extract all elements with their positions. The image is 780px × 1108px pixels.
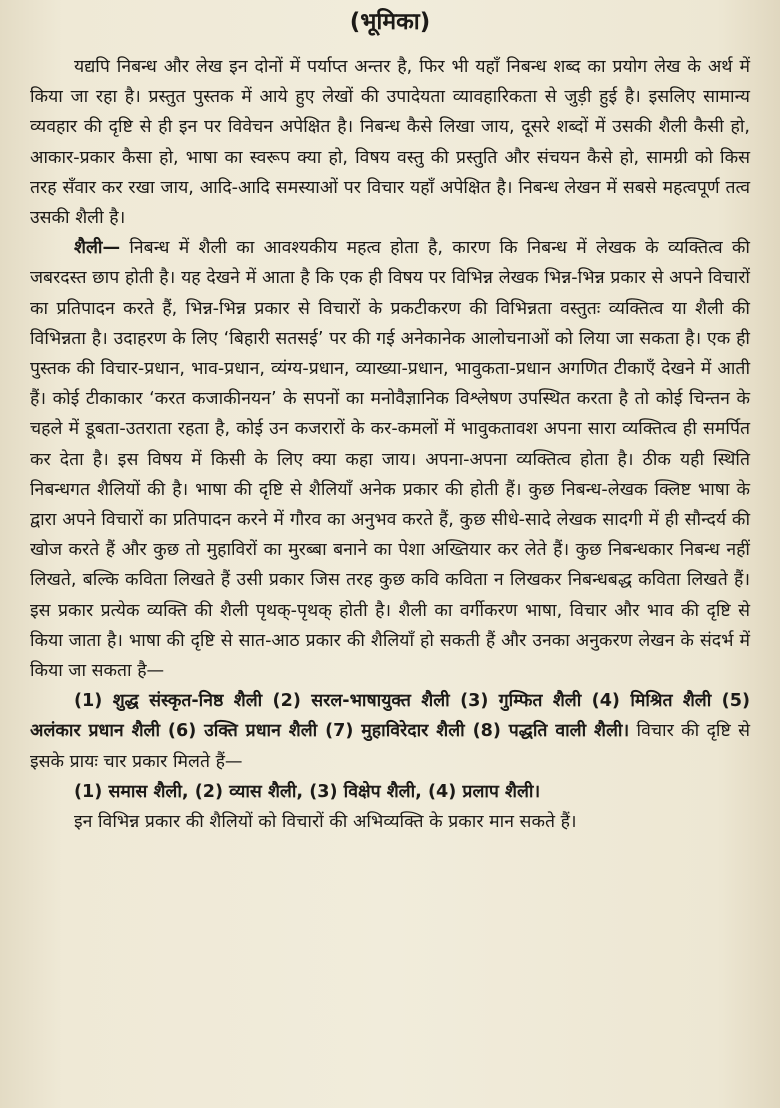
- language-styles-tail: विचार की दृष्टि से इसके प्रायः चार प्रकार मिलते हैं—: [30, 721, 750, 772]
- style-body-text: निबन्ध में शैली का आवश्यकीय महत्व होता है, कारण कि निबन्ध में लेखक के व्यक्तित्व की जबरदस्त छाप होती है। यह देखने में आता है कि एक ही विषय पर विभिन्न लेखक भिन्न-भिन्न प्रकार से अपने विचारों का प्रतिपादन करते हैं, भिन्न-भिन्न प्रकार से विचारों के प्रकटीकरण की विभिन्नता वस्तुतः व्यक्तित्व या शैली की विभिन्नता है। उदाहरण के लिए ‘बिहारी सतसई’ पर की गई अनेकानेक आलोचनाओं को लिया जा सकता है। एक ही पुस्तक की विचार-प्रधान, भाव-प्रधान, व्यंग्य-प्रधान, व्याख्या-प्रधान, भावुकता-प्रधान अगणित टीकाएँ देखने में आती हैं। कोई टीकाकार ‘करत कजाकीनयन’ के सपनों का मनोवैज्ञानिक विश्लेषण उपस्थित करता है तो कोई चिन्तन के चहले में डूबता-उतराता रहता है, कोई उन कजरारों के कर-कमलों में भावुकतावश अपना सारा व्यक्तित्व ही समर्पित कर देता है। इस विषय में किसी के लिए क्या कहा जाय। अपना-अपना व्यक्तित्व होता है। ठीक यही स्थिति निबन्धगत शैलियों की है। भाषा की दृष्टि से शैलियाँ अनेक प्रकार की होती हैं। कुछ निबन्ध-लेखक क्लिष्ट भाषा के द्वारा अपने विचारों का प्रतिपादन करने में गौरव का अनुभव करते हैं, कुछ सीधे-सादे लेखक सादगी में ही सौन्दर्य की खोज करते हैं और कुछ तो मुहाविरों का मुरब्बा बनाने का पेशा अख्तियार कर लेते हैं। कुछ निबन्धकार निबन्ध नहीं लिखते, बल्कि कविता लिखते हैं उसी प्रकार जिस तरह कुछ कवि कविता न लिखकर निबन्धबद्ध कविता लिखते हैं। इस प्रकार प्रत्येक व्यक्ति की शैली पृथक्-पृथक् होती है। शैली का वर्गीकरण भाषा, विचार और भाव की दृष्टि से किया जाता है। भाषा की दृष्टि से सात-आठ प्रकार की शैलियाँ हो सकती हैं और उनका अनुकरण लेखन के संदर्भ में किया जा सकता है—: [30, 238, 750, 682]
- thought-styles-list: (1) समास शैली, (2) व्यास शैली, (3) विक्षेप शैली, (4) प्रलाप शैली।: [74, 781, 541, 802]
- style-heading: शैली—: [74, 238, 121, 259]
- intro-paragraph: यद्यपि निबन्ध और लेख इन दोनों में पर्याप्त अन्तर है, फिर भी यहाँ निबन्ध शब्द का प्रयोग लेख के अर्थ में किया जा रहा है। प्रस्तुत पुस्तक में आये हुए लेखों की उपादेयता व्यावहारिकता से जुड़ी हुई है। इसलिए सामान्य व्यवहार की दृष्टि से ही इन पर विवेचन अपेक्षित है। निबन्ध कैसे लिखा जाय, दूसरे शब्दों में उसकी शैली कैसी हो, आकार-प्रकार कैसा हो, भाषा का स्वरूप क्या हो, विषय वस्तु की प्रस्तुति और संचयन कैसे हो, सामग्री को किस तरह सँवार कर रखा जाय, आदि-आदि समस्याओं पर विचार यहाँ अपेक्षित है। निबन्ध लेखन में सबसे महत्वपूर्ण तत्व उसकी शैली है।: [30, 57, 750, 229]
- closing-paragraph: इन विभिन्न प्रकार की शैलियों को विचारों की अभिव्यक्ति के प्रकार मान सकते हैं।: [74, 812, 577, 833]
- language-styles-paragraph: [30, 686, 750, 777]
- thought-styles-paragraph: [30, 777, 750, 807]
- style-paragraph: [30, 233, 750, 686]
- language-styles-list: (1) शुद्ध संस्कृत-निष्ठ शैली (2) सरल-भाषायुक्त शैली (3) गुम्फित शैली (4) मिश्रित शैली (5) अलंकार प्रधान शैली (6) उक्ति प्रधान शैली (7) मुहाविरेदार शैली (8) पद्धति वाली शैली।: [30, 691, 750, 742]
- page-title: (भूमिका): [349, 9, 431, 35]
